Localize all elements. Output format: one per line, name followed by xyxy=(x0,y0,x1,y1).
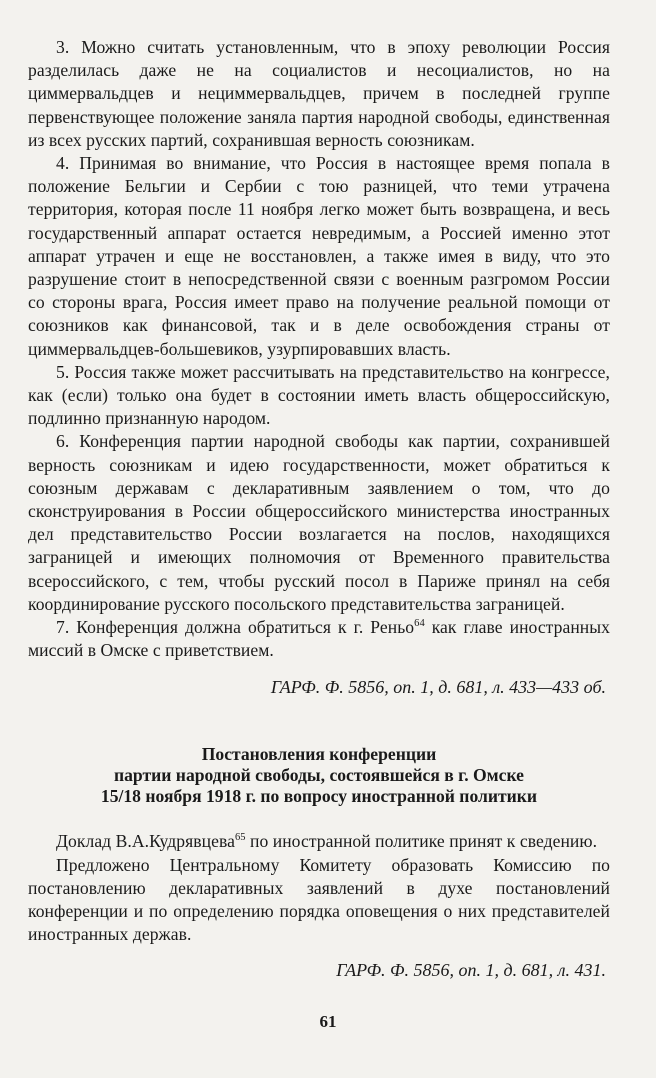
paragraph-6: 6. Конференция партии народной свободы как партии, сохранившей верность союзникам и идею государственности, может обратиться к союзным державам с декларативным заявлением о том, что до сконструирования в России общероссийского министерства иностранных дел представительство России возлагается на послов, находящихся заграницей и имеющих полномочия от Временного правительства всероссийского, с тем, чтобы русский посол в Париже принял на себя координирование русского посольского представительства заграницей. xyxy=(28,431,610,614)
report-text-end: по иностранной политике принят к сведению. xyxy=(245,831,598,852)
footnote-ref-64: 64 xyxy=(414,618,425,630)
page-number: 61 xyxy=(319,1012,337,1031)
paragraph-proposal: Предложено Центральному Комитету образовать Комиссию по постановлению декларативных заявлений в духе постановлений конференции и по определению порядка оповещения о них представителей иностранных держав. xyxy=(28,854,610,945)
paragraph-5: 5. Россия также может рассчитывать на представительство на конгрессе, как (если) только она будет в состоянии иметь власть общероссийскую, подлинно признанную народом. xyxy=(28,361,610,429)
heading-line-2: партии народной свободы, состоявшейся в г. Омске xyxy=(114,765,524,786)
section-heading xyxy=(28,744,610,807)
paragraph-report xyxy=(28,830,610,853)
archive-source-2: ГАРФ. Ф. 5856, оп. 1, д. 681, л. 431. xyxy=(336,959,606,980)
paragraph-7-text-start: 7. Конференция должна обратиться к г. Реньо xyxy=(56,617,415,638)
paragraph-7-text-end: как главе иностранных миссий в Омске с приветствием. xyxy=(28,617,610,661)
heading-line-1: Постановления конференции xyxy=(201,744,437,765)
section-foreign-policy xyxy=(28,830,610,946)
report-text-start: Доклад В.А.Кудрявцева xyxy=(56,831,235,852)
paragraph-7 xyxy=(28,616,610,662)
section-resolutions-continued xyxy=(28,36,610,662)
footnote-ref-65: 65 xyxy=(234,832,246,844)
paragraph-4: 4. Принимая во внимание, что Россия в настоящее время попала в положение Бельгии и Сербии с тою разницей, что теми утрачена территория, которая после 11 ноября легко может быть возвращена, и весь государственный аппарат остается невредимым, а Россией именно этот аппарат утрачен и еще не восстановлен, а также имея в виду, что это разрушение стоит в непосредственной связи с военным разгромом России со стороны врага, Россия имеет право на получение реальной помощи от союзников как финансовой, так и в деле освобождения страны от циммервальдцев-большевиков, узурпировавших власть. xyxy=(28,153,610,359)
heading-line-3: 15/18 ноября 1918 г. по вопросу иностранной политики xyxy=(100,786,538,807)
archive-source-1: ГАРФ. Ф. 5856, оп. 1, д. 681, л. 433—433 об. xyxy=(270,677,606,698)
paragraph-3: 3. Можно считать установленным, что в эпоху революции Россия разделилась даже не на социалистов и несоциалистов, но на циммервальдцев и нециммервальдцев, причем в последней группе первенствующее положение заняла партия народной свободы, единственная из всех русских партий, сохранившая верность союзникам. xyxy=(28,37,610,150)
